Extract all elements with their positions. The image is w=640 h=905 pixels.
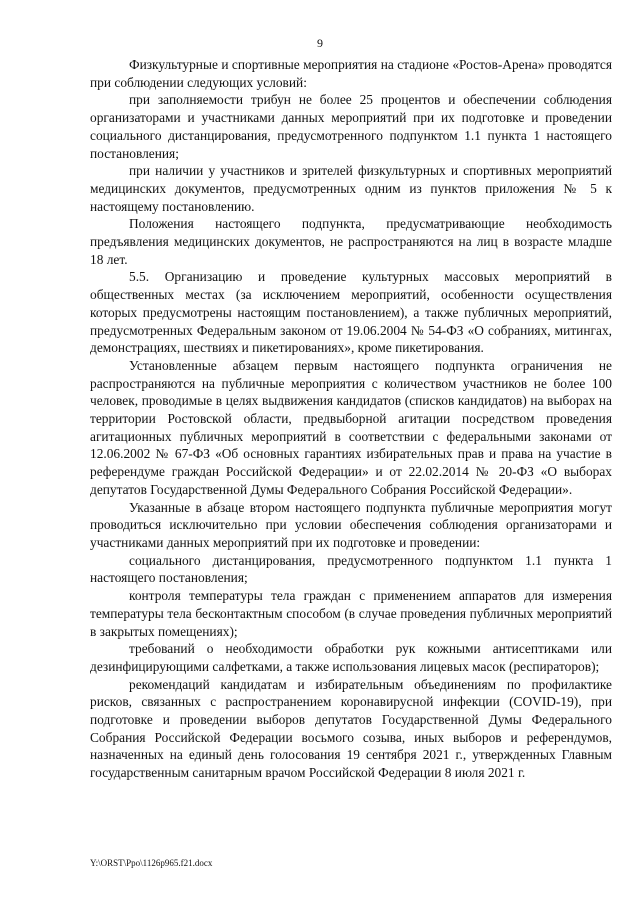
footer-file-path: Y:\ORST\Ppo\1126p965.f21.docx: [90, 858, 213, 868]
paragraph-5: 5.5. Организацию и проведение культурных массовых мероприятий в общественных местах (за исключением мероприятий, особенности осуществления которых предусмотрены настоящим постановлением), а также публичных мероприятий, предусмотренных Федеральным законом от 19.06.2004 № 54-ФЗ «О собраниях, митингах, демонстрациях, шествиях и пикетированиях», кроме пикетирования.: [90, 269, 612, 356]
paragraph-3: при наличии у участников и зрителей физкультурных и спортивных мероприятий медицинских документов, предусмотренных одним из пунктов приложения № 5 к настоящему постановлению.: [90, 163, 612, 214]
paragraph-2: при заполняемости трибун не более 25 процентов и обеспечении соблюдения организаторами и участниками данных мероприятий при их подготовке и проведении социального дистанцирования, предусмотренного подпунктом 1.1 пункта 1 настоящего постановления;: [90, 92, 612, 161]
paragraph-7: Указанные в абзаце втором настоящего подпункта публичные мероприятия могут проводиться исключительно при условии обеспечения соблюдения организаторами и участниками данных мероприятий при их подготовке и проведении:: [90, 499, 612, 550]
paragraph-6: Установленные абзацем первым настоящего подпункта ограничения не распространяются на публичные мероприятия с количеством участников не более 100 человек, проводимые в целях выдвижения кандидатов (списков кандидатов) на выборах на территории Ростовской области, предвыборной агитации посредством проведения агитационных публичных мероприятий в соответствии с федеральными законами от 12.06.2002 № 67-ФЗ «Об основных гарантиях избирательных прав и права на участие в референдуме граждан Российской Федерации» и от 22.02.2014 № 20-ФЗ «О выборах депутатов Государственной Думы Федерального Собрания Российской Федерации».: [90, 357, 612, 497]
paragraph-10: требований о необходимости обработки рук кожными антисептиками или дезинфицирующими салфетками, а также использования лицевых масок (респираторов);: [90, 641, 612, 674]
document-body: [90, 56, 612, 782]
paragraph-9: контроля температуры тела граждан с применением аппаратов для измерения температуры тела бесконтактным способом (в случае проведения публичных мероприятий в закрытых помещениях);: [90, 588, 612, 639]
paragraph-4: Положения настоящего подпункта, предусматривающие необходимость предъявления медицинских документов, не распространяются на лиц в возрасте младше 18 лет.: [90, 216, 612, 267]
page-number: 9: [317, 36, 323, 50]
paragraph-8: социального дистанцирования, предусмотренного подпунктом 1.1 пункта 1 настоящего постановления;: [90, 552, 612, 586]
paragraph-11: рекомендаций кандидатам и избирательным объединениям по профилактике рисков, связанных с распространением коронавирусной инфекции (COVID-19), при подготовке и проведении выборов депутатов Государственной Думы Федерального Собрания Российской Федерации восьмого созыва, иных выборов и референдумов, назначенных на единый день голосования 19 сентября 2021 г., утвержденных Главным государственным санитарным врачом Российской Федерации 8 июля 2021 г.: [90, 676, 612, 781]
paragraph-1: Физкультурные и спортивные мероприятия на стадионе «Ростов-Арена» проводятся при соблюдении следующих условий:: [90, 57, 612, 90]
